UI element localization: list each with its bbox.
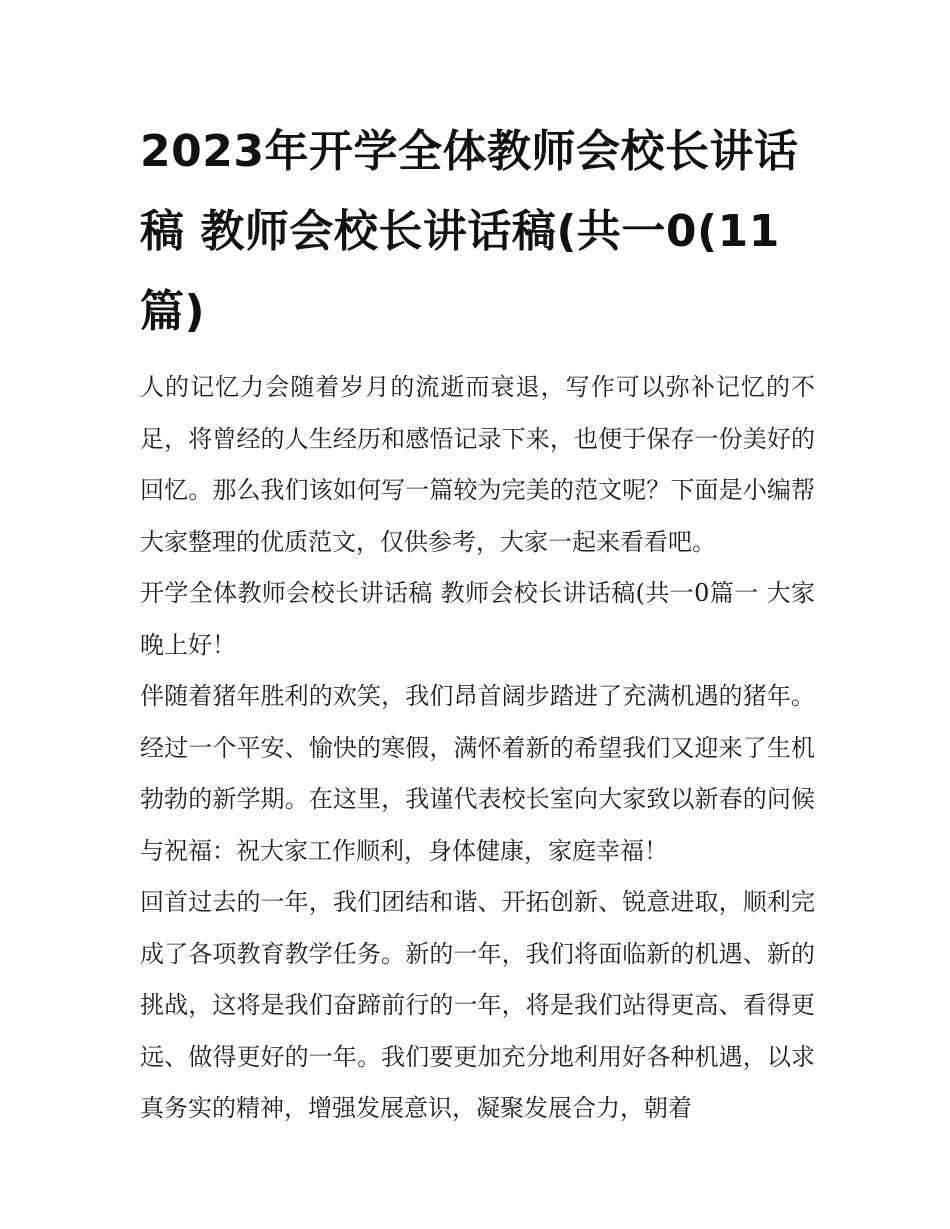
paragraph-intro: 人的记忆力会随着岁月的流逝而衰退，写作可以弥补记忆的不足，将曾经的人生经历和感悟记录下来，也便于保存一份美好的回忆。那么我们该如何写一篇较为完美的范文呢？下面是小编帮大家整理的优质范文，仅供参考，大家一起来看看吧。 xyxy=(140,373,815,556)
document-title: 2023年开学全体教师会校长讲话稿 教师会校长讲话稿(共一0(11篇) xyxy=(140,126,799,337)
document-body xyxy=(140,362,815,1135)
paragraph-greeting: 开学全体教师会校长讲话稿 教师会校长讲话稿(共一0篇一 大家晚上好！ xyxy=(140,579,815,659)
document-page xyxy=(140,112,815,1135)
paragraph-review: 回首过去的一年，我们团结和谐、开拓创新、锐意进取，顺利完成了各项教育教学任务。新的一年，我们将面临新的机遇、新的挑战，这将是我们奋蹄前行的一年，将是我们站得更高、看得更远、做得更好的一年。我们要更加充分地利用好各种机遇，以求真务实的精神，增强发展意识，凝聚发展合力，朝着 xyxy=(140,888,815,1122)
paragraph-new-year: 伴随着猪年胜利的欢笑，我们昂首阔步踏进了充满机遇的猪年。经过一个平安、愉快的寒假，满怀着新的希望我们又迎来了生机勃勃的新学期。在这里，我谨代表校长室向大家致以新春的问候与祝福：祝大家工作顺利，身体健康，家庭幸福！ xyxy=(140,682,815,865)
